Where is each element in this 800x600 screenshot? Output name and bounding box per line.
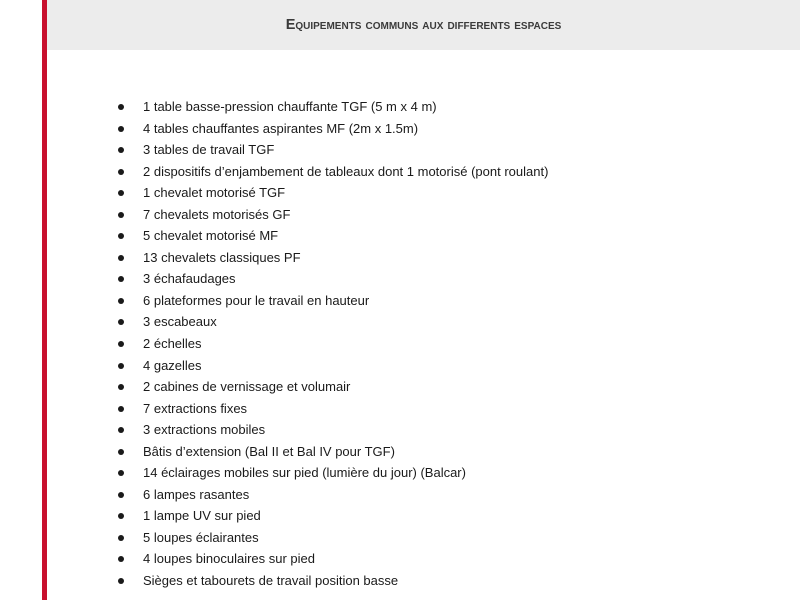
list-item-text: 4 tables chauffantes aspirantes MF (2m x 1.5m) (143, 120, 419, 136)
list-item-text: 13 chevalets classiques PF (143, 249, 301, 265)
bullet-icon (118, 255, 124, 261)
equipment-list (0, 96, 548, 592)
list-item-text: 2 échelles (143, 336, 202, 352)
list-item-text: Bâtis d’extension (Bal II et Bal IV pour TGF) (143, 443, 395, 459)
list-item (0, 527, 548, 549)
section-title: Equipements communs aux differents espaces (285, 17, 562, 33)
list-item (0, 161, 548, 183)
bullet-icon (118, 190, 124, 196)
list-item (0, 139, 548, 161)
bullet-icon (118, 147, 124, 153)
list-item-text: 1 table basse-pression chauffante TGF (5 m x 4 m) (143, 99, 437, 114)
list-item (0, 548, 548, 570)
bullet-icon (118, 470, 124, 476)
list-item (0, 484, 548, 506)
list-item (0, 268, 548, 290)
section-header (47, 0, 800, 50)
bullet-icon (118, 406, 124, 412)
bullet-icon (118, 449, 124, 455)
list-item-text: 2 dispositifs d’enjambement de tableaux dont 1 motorisé (pont roulant) (143, 163, 549, 179)
list-item-text: 1 lampe UV sur pied (143, 508, 261, 524)
bullet-icon (118, 341, 124, 347)
list-item (0, 505, 548, 527)
list-item (0, 462, 548, 484)
bullet-icon (118, 104, 124, 110)
list-item (0, 398, 548, 420)
list-item (0, 419, 548, 441)
list-item-text: 3 échafaudages (143, 271, 236, 287)
list-item (0, 290, 548, 312)
bullet-icon (118, 233, 124, 239)
bullet-icon (118, 169, 124, 175)
list-item (0, 96, 548, 118)
bullet-icon (118, 578, 124, 584)
list-item (0, 182, 548, 204)
list-item-text: 4 gazelles (143, 357, 202, 373)
bullet-icon (118, 535, 124, 541)
bullet-icon (118, 427, 124, 433)
bullet-icon (118, 492, 124, 498)
list-item (0, 118, 548, 140)
list-item-text: 1 chevalet motorisé TGF (143, 185, 286, 201)
bullet-icon (118, 126, 124, 132)
list-item-text: 6 plateformes pour le travail en hauteur (143, 292, 370, 308)
list-item (0, 570, 548, 592)
bullet-icon (118, 384, 124, 390)
list-item-text: 3 extractions mobiles (143, 422, 266, 438)
list-item (0, 311, 548, 333)
list-item-text: 14 éclairages mobiles sur pied (lumière du jour) (Balcar) (143, 465, 466, 481)
list-item-text: 5 loupes éclairantes (143, 529, 259, 545)
list-item (0, 247, 548, 269)
list-item (0, 225, 548, 247)
list-item-text: 7 extractions fixes (143, 400, 248, 416)
list-item-text: 7 chevalets motorisés GF (143, 206, 291, 222)
list-item-text: 6 lampes rasantes (143, 486, 250, 502)
bullet-icon (118, 319, 124, 325)
list-item (0, 441, 548, 463)
bullet-icon (118, 363, 124, 369)
bullet-icon (118, 513, 124, 519)
bullet-icon (118, 276, 124, 282)
list-item-text: Sièges et tabourets de travail position basse (143, 573, 399, 589)
list-item (0, 204, 548, 226)
list-item-text: 3 tables de travail TGF (143, 142, 275, 158)
list-item-text: 3 escabeaux (143, 314, 217, 330)
list-item-text: 5 chevalet motorisé MF (143, 228, 279, 244)
list-item-text: 4 loupes binoculaires sur pied (143, 551, 315, 567)
bullet-icon (118, 298, 124, 304)
list-item (0, 376, 548, 398)
bullet-icon (118, 212, 124, 218)
list-item (0, 333, 548, 355)
list-item-text: 2 cabines de vernissage et volumair (143, 379, 351, 395)
bullet-icon (118, 556, 124, 562)
list-item (0, 355, 548, 377)
